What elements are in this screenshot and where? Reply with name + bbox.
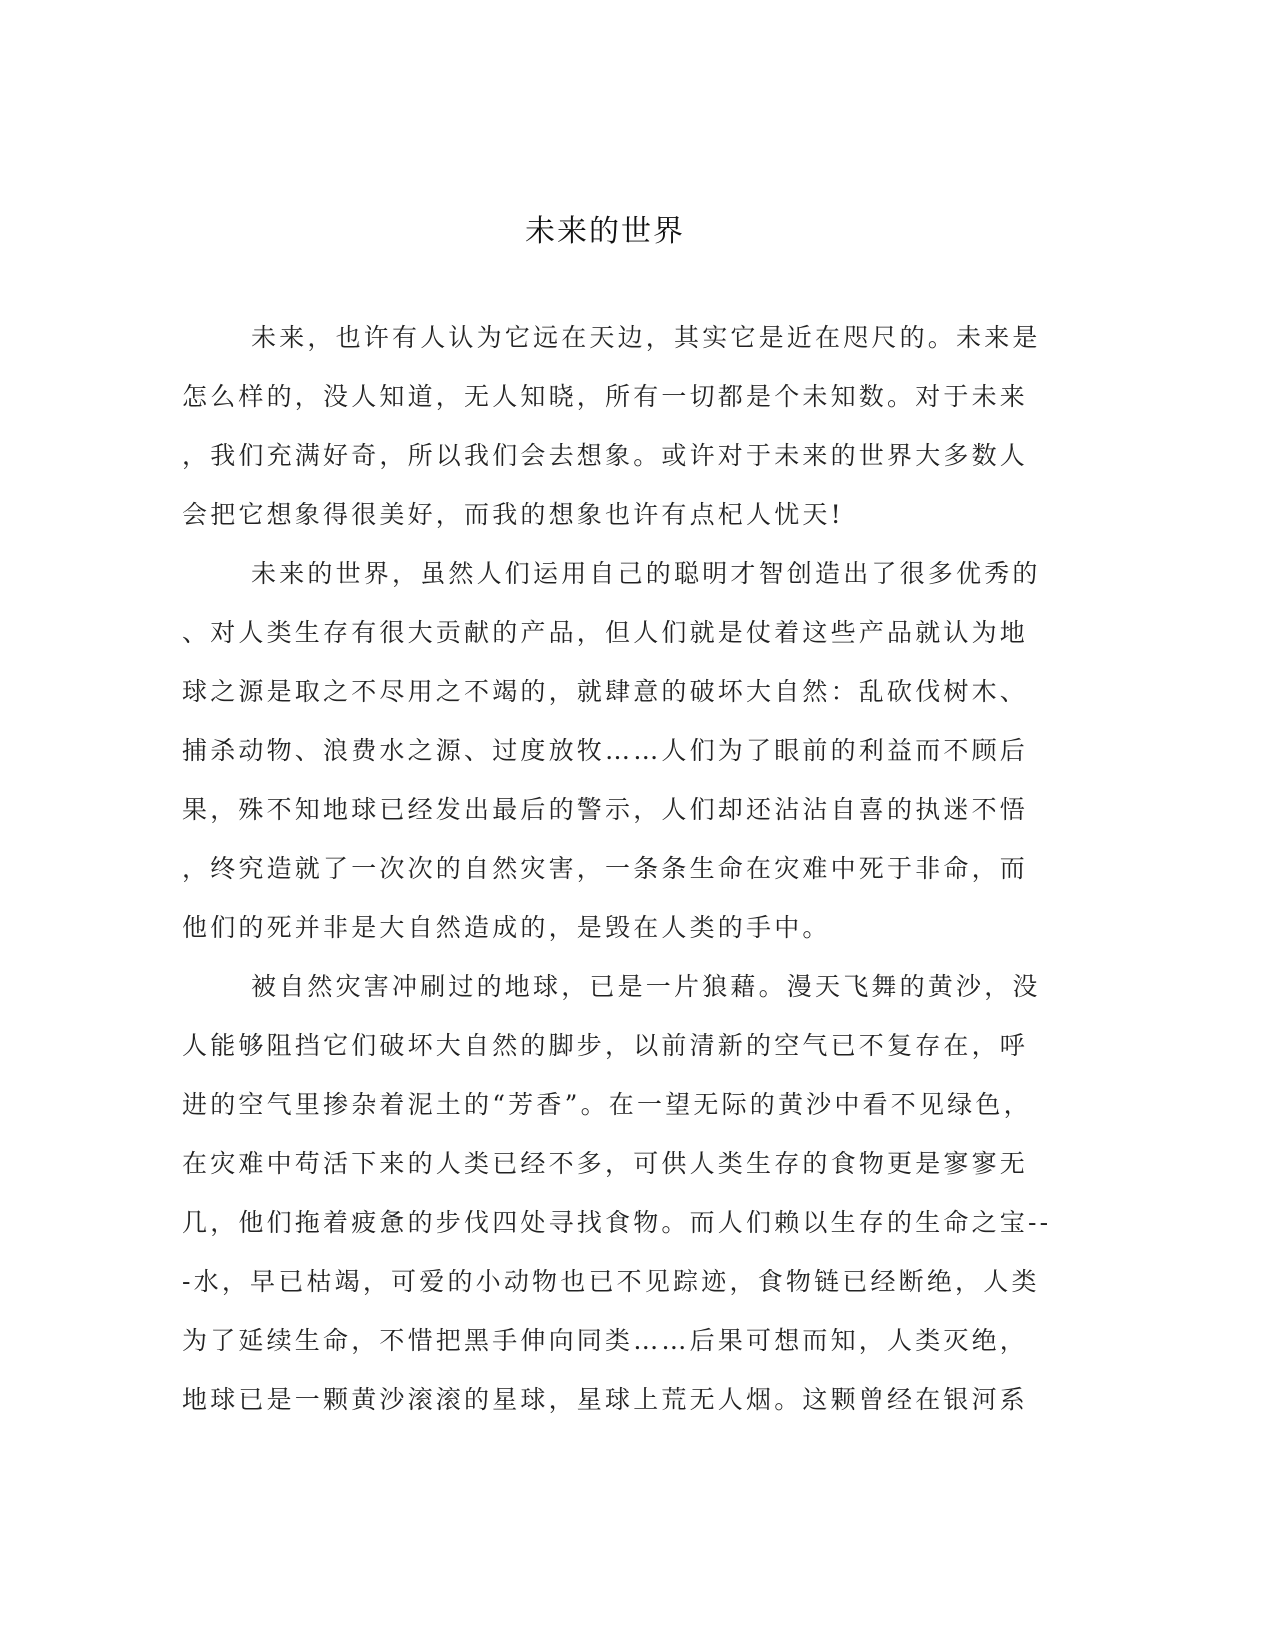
text-line: 球之源是取之不尽用之不竭的，就肆意的破坏大自然：乱砍伐树木、 (182, 677, 1029, 706)
text-line: 果，殊不知地球已经发出最后的警示，人们却还沾沾自喜的执迷不悟 (182, 795, 1029, 824)
text-line: -水，早已枯竭，可爱的小动物也已不见踪迹，食物链已经断绝，人类 (182, 1267, 1040, 1296)
text-line: 进的空气里掺杂着泥土的“芳香”。在一望无际的黄沙中看不见绿色， (182, 1090, 1032, 1119)
essay-body (182, 318, 1052, 1439)
text-line: 几，他们拖着疲惫的步伐四处寻找食物。而人们赖以生存的生命之宝-- (182, 1208, 1052, 1237)
text-line: 怎么样的，没人知道，无人知晓，所有一切都是个未知数。对于未来 (182, 382, 1029, 411)
text-line: 捕杀动物、浪费水之源、过度放牧……人们为了眼前的利益而不顾后 (182, 736, 1029, 765)
text-line: 未来的世界，虽然人们运用自己的聪明才智创造出了很多优秀的 (251, 559, 1041, 588)
text-line: ，我们充满好奇，所以我们会去想象。或许对于未来的世界大多数人 (182, 441, 1029, 470)
text-line: 在灾难中苟活下来的人类已经不多，可供人类生存的食物更是寥寥无 (182, 1149, 1029, 1178)
text-line: ，终究造就了一次次的自然灾害，一条条生命在灾难中死于非命，而 (182, 854, 1029, 883)
text-line: 未来，也许有人认为它远在天边，其实它是近在咫尺的。未来是 (251, 323, 1041, 352)
text-line: 、对人类生存有很大贡献的产品，但人们就是仗着这些产品就认为地 (182, 618, 1029, 647)
text-line: 地球已是一颗黄沙滚滚的星球，星球上荒无人烟。这颗曾经在银河系 (182, 1385, 1029, 1414)
text-line: 为了延续生命，不惜把黑手伸向同类……后果可想而知，人类灭绝， (182, 1326, 1029, 1355)
document-title: 未来的世界 (525, 214, 685, 249)
text-line: 人能够阻挡它们破坏大自然的脚步，以前清新的空气已不复存在，呼 (182, 1031, 1029, 1060)
text-line: 会把它想象得很美好，而我的想象也许有点杞人忧天! (182, 500, 844, 529)
text-line: 被自然灾害冲刷过的地球，已是一片狼藉。漫天飞舞的黄沙，没 (251, 972, 1041, 1001)
text-line: 他们的死并非是大自然造成的，是毁在人类的手中。 (182, 913, 831, 942)
